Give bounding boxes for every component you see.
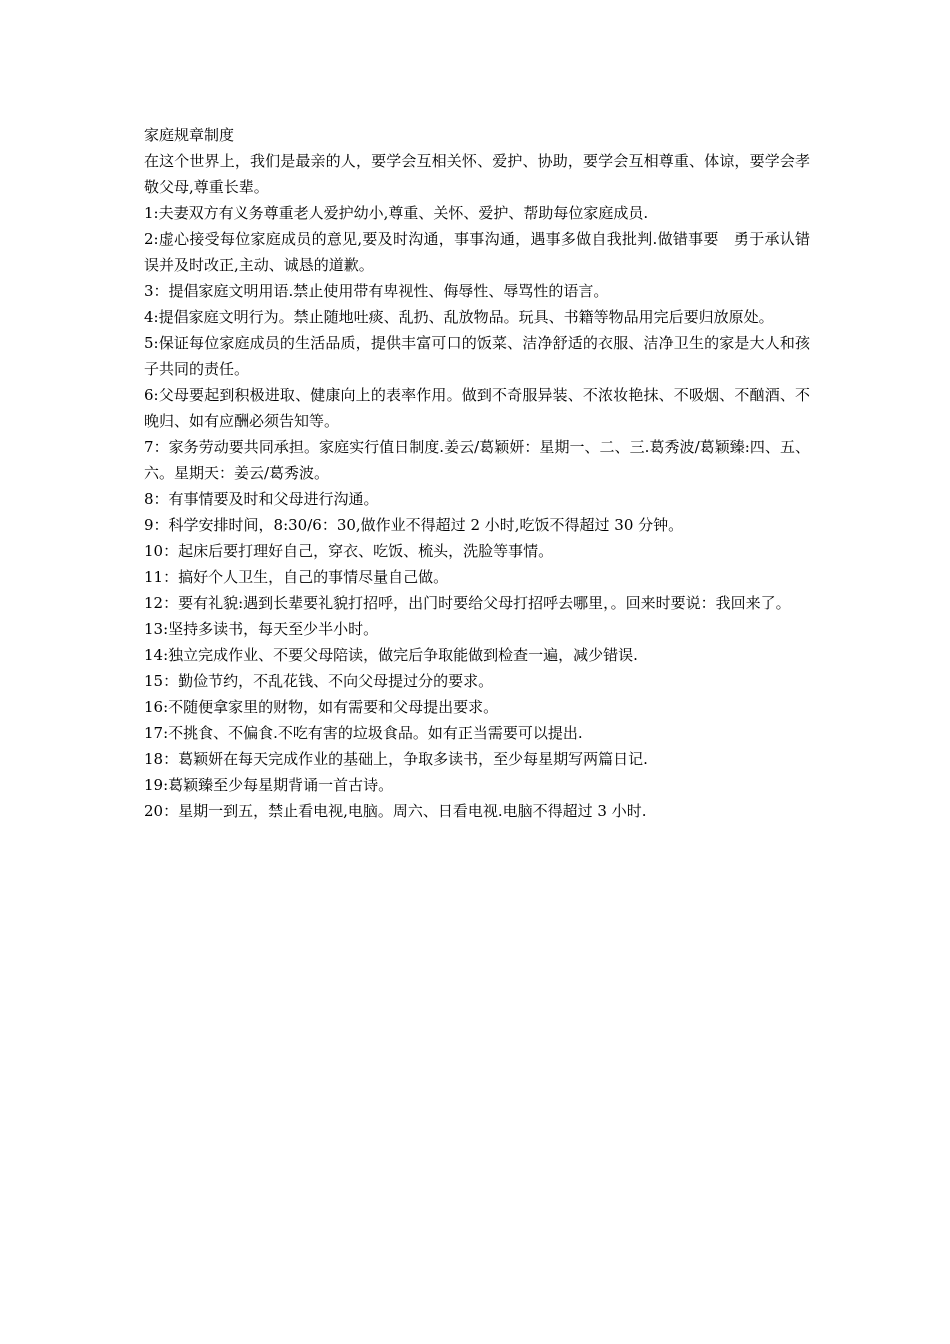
rule-18: 18：葛颖妍在每天完成作业的基础上，争取多读书，至少每星期写两篇日记. — [144, 750, 648, 768]
rule-2: 2:虚心接受每位家庭成员的意见,要及时沟通，事事沟通，遇事多做自我批判.做错事要 勇于承认错误并及时改正,主动、诚恳的道歉。 — [144, 230, 810, 274]
rule-14: 14:独立完成作业、不要父母陪读，做完后争取能做到检查一遍，减少错误. — [144, 646, 638, 664]
rule-1: 1:夫妻双方有义务尊重老人爱护幼小,尊重、关怀、爱护、帮助每位家庭成员. — [144, 204, 649, 222]
rule-5: 5:保证每位家庭成员的生活品质，提供丰富可口的饭菜、洁净舒适的衣服、洁净卫生的家是大人和孩子共同的责任。 — [144, 334, 810, 378]
rule-9: 9：科学安排时间，8:30/6：30,做作业不得超过 2 小时,吃饭不得超过 30 分钟。 — [144, 516, 684, 534]
rule-6: 6:父母要起到积极进取、健康向上的表率作用。做到不奇服异装、不浓妆艳抹、不吸烟、不酗酒、不晚归、如有应酬必须告知等。 — [144, 386, 810, 430]
rule-20: 20：星期一到五，禁止看电视,电脑。周六、日看电视.电脑不得超过 3 小时. — [144, 802, 647, 820]
rule-3: 3：提倡家庭文明用语.禁止使用带有卑视性、侮辱性、辱骂性的语言。 — [144, 282, 609, 300]
rule-7: 7：家务劳动要共同承担。家庭实行值日制度.姜云/葛颖妍：星期一、二、三.葛秀波/葛颖臻:四、五、六。星期天：姜云/葛秀波。 — [144, 438, 810, 482]
document-title: 家庭规章制度 — [144, 126, 235, 144]
rule-12: 12：要有礼貌:遇到长辈要礼貌打招呼，出门时要给父母打招呼去哪里，。回来时要说：我回来了。 — [144, 594, 791, 612]
rule-19: 19:葛颖臻至少每星期背诵一首古诗。 — [144, 776, 394, 794]
rule-11: 11：搞好个人卫生，自己的事情尽量自己做。 — [144, 568, 449, 586]
rule-17: 17:不挑食、不偏食.不吃有害的垃圾食品。如有正当需要可以提出. — [144, 724, 583, 742]
rule-13: 13:坚持多读书，每天至少半小时。 — [144, 620, 379, 638]
rule-16: 16:不随便拿家里的财物，如有需要和父母提出要求。 — [144, 698, 499, 716]
rule-15: 15：勤俭节约，不乱花钱、不向父母提过分的要求。 — [144, 672, 494, 690]
rule-4: 4:提倡家庭文明行为。禁止随地吐痰、乱扔、乱放物品。玩具、书籍等物品用完后要归放原处。 — [144, 308, 774, 326]
document-body — [144, 122, 810, 824]
rule-8: 8：有事情要及时和父母进行沟通。 — [144, 490, 379, 508]
intro-paragraph: 在这个世界上，我们是最亲的人，要学会互相关怀、爱护、协助，要学会互相尊重、体谅，要学会孝敬父母,尊重长辈。 — [144, 152, 810, 196]
rule-10: 10：起床后要打理好自己，穿衣、吃饭、梳头，洗脸等事情。 — [144, 542, 554, 560]
